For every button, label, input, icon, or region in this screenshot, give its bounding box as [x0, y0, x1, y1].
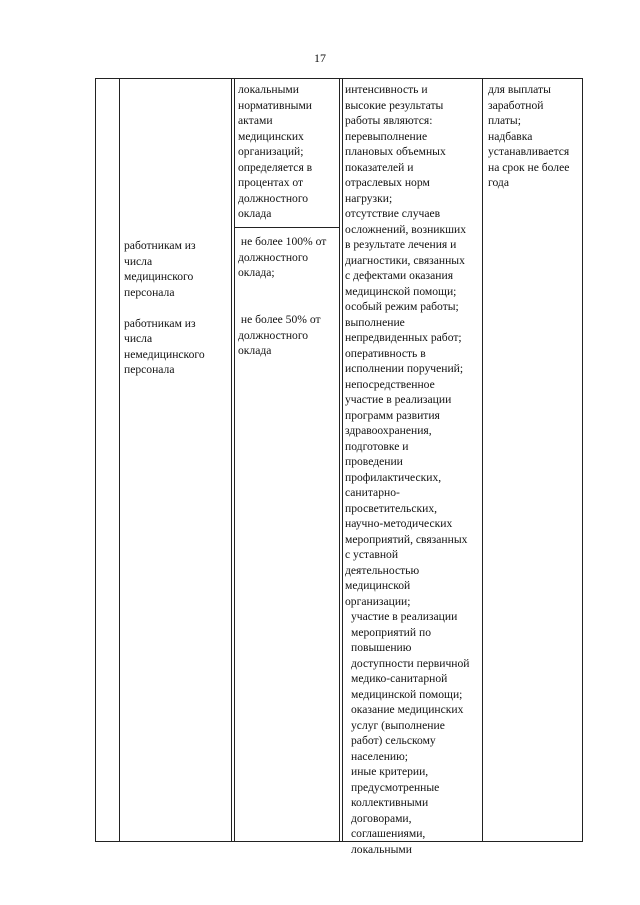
table	[95, 78, 583, 856]
table-left-border	[95, 78, 96, 842]
col-e-divider	[482, 78, 483, 842]
col-e-payment-text: для выплаты заработной платы; надбавка устанавливается на срок не более года	[488, 83, 570, 189]
col-d-criteria-text-continued: участие в реализации мероприятий по повышению доступности первичной медико-санитарной медицинской помощи; оказание медицинских услуг (выполнение работ) сельскому населению; иные критерии, предусмотренные коллективными договорами, соглашениями, локальными	[351, 610, 470, 856]
col-b-divider	[119, 78, 120, 842]
col-c-double-divider	[234, 78, 235, 842]
col-c-top-text: локальными нормативными актами медицинских организаций; определяется в процентах от должностного оклада	[238, 83, 313, 220]
col-b-staff-text: работникам из числа медицинского персонала работникам из числа немедицинского персонала	[124, 239, 205, 376]
col-c-medical-text: не более 100% от должностного оклада;	[238, 235, 327, 279]
table-right-border	[582, 78, 583, 842]
col-c-nonmedical-text: не более 50% от должностного оклада	[238, 313, 321, 357]
page-number: 17	[314, 51, 326, 65]
col-d-criteria-text: интенсивность и высокие результаты работы являются: перевыполнение плановых объемных показателей и отраслевых норм нагрузки; отсутствие случаев осложнений, возникших в результате лечения и диагностики, связанных с дефектами оказания медицинской помощи; особый режим работы; выполнение непредвиденных работ; оперативность в исполнении поручений; непосредственное участие в реализации программ развития здравоохранения, подготовке и проведении профилактических, санитарно- просветительских, научно-методических мероприятий, связанных с уставной деятельностью медицинской организации;	[345, 83, 468, 608]
col-c-divider	[231, 78, 232, 842]
col-d-divider	[339, 78, 340, 842]
col-c-row-divider	[234, 227, 339, 228]
col-d-double-divider	[342, 78, 343, 842]
